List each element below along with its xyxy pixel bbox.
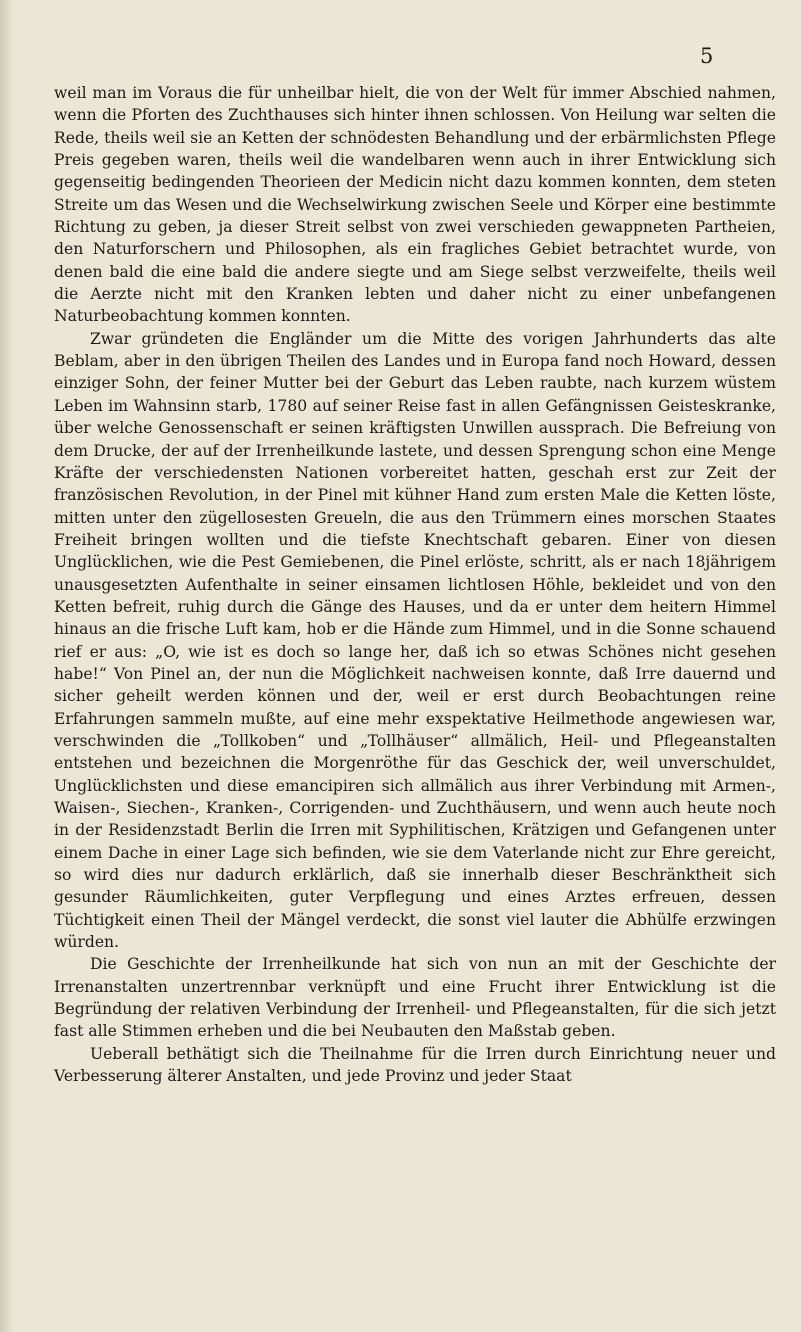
paragraph-2: Zwar gründeten die Engländer um die Mitte des vorigen Jahrhunderts das alte Beblam, aber in den übrigen Theilen des Landes und in Europa fand noch Howard, dessen einziger Sohn, der feiner Mutter bei der Geburt das Leben raubte, nach kurzem wüstem Leben im Wahnsinn starb, 1780 auf seiner Reise fast in allen Gefängnissen Geisteskranke, über welche Genossenschaft er seinen kräftigsten Unwillen aussprach. Die Befreiung von dem Drucke, der auf der Irrenheilkunde lastete, und dessen Sprengung schon eine Menge Kräfte der verschiedensten Nationen vorbereitet hatten, geschah erst zur Zeit der französischen Revolution, in der Pinel mit kühner Hand zum ersten Male die Ketten löste, mitten unter den zügellosesten Greueln, die aus den Trümmern eines morschen Staates Freiheit bringen wollten und die tiefste Knechtschaft gebaren. Einer von diesen Unglücklichen, wie die Pest Gemiebenen, die Pinel erlöste, schritt, als er nach 18jährigem unausgesetzten Aufenthalte in seiner einsamen lichtlosen Höhle, bekleidet und von den Ketten befreit, ruhig durch die Gänge des Hauses, und da er unter dem heitern Himmel hinaus an die frische Luft kam, hob er die Hände zum Himmel, und in die Sonne schauend rief er aus: „O, wie ist es doch so lange her, daß ich so etwas Schönes nicht gesehen habe!“ Von Pinel an, der nun die Möglichkeit nachweisen konnte, daß Irre dauernd und sicher geheilt werden können und der, weil er erst durch Beobachtungen reine Erfahrungen sammeln mußte, auf eine mehr exspektative Heilmethode angewiesen war, verschwinden die „Tollkoben“ und „Tollhäuser“ allmälich, Heil- und Pflegeanstalten entstehen und bezeichnen die Morgenröthe für das Geschick der, weil unverschuldet, Unglücklichsten und diese emancipiren sich allmälich aus ihrer Verbindung mit Armen-, Waisen-, Siechen-, Kranken-, Corrigenden- und Zuchthäusern, und wenn auch heute noch in der Residenzstadt Berlin die Irren mit Syphilitischen, Krätzigen und Gefangenen unter einem Dache in einer Lage sich befinden, wie sie dem Vaterlande nicht zur Ehre gereicht, so wird dies nur dadurch erklärlich, daß sie innerhalb dieser Beschränktheit sich gesunder Räumlichkeiten, guter Verpflegung und eines Arztes erfreuen, dessen Tüchtigkeit einen Theil der Mängel verdeckt, die sonst viel lauter die Abhülfe erzwingen würden. (54, 329, 776, 952)
paragraph-4: Ueberall bethätigt sich die Theilnahme für die Irren durch Einrichtung neuer und Verbesserung älterer Anstalten, und jede Provinz und jeder Staat (54, 1044, 776, 1086)
body-text (54, 82, 776, 1087)
page-gutter (0, 0, 14, 1332)
paragraph-1: weil man im Voraus die für unheilbar hielt, die von der Welt für immer Abschied nahmen, wenn die Pforten des Zuchthauses sich hinter ihnen schlossen. Von Heilung war selten die Rede, theils weil sie an Ketten der schnödesten Behandlung und der erbärmlichsten Pflege Preis gegeben waren, theils weil die wandelbaren wenn auch in ihrer Entwicklung sich gegenseitig bedingenden Theorieen der Medicin nicht dazu kommen konnten, dem steten Streite um das Wesen und die Wechselwirkung zwischen Seele und Körper eine bestimmte Richtung zu geben, ja dieser Streit selbst von zwei verschieden gewappneten Partheien, den Naturforschern und Philosophen, als ein fragliches Gebiet betrachtet wurde, von denen bald die eine bald die andere siegte und am Siege selbst verzweifelte, theils weil die Aerzte nicht mit den Kranken lebten und daher nicht zu einer unbefangenen Naturbeobachtung kommen konnten. (54, 84, 776, 326)
paragraph-3: Die Geschichte der Irrenheilkunde hat sich von nun an mit der Geschichte der Irrenanstalten unzertrennbar verknüpft und eine Frucht ihrer Entwicklung ist die Begründung der relativen Verbindung der Irrenheil- und Pflegeanstalten, für die sich jetzt fast alle Stimmen erheben und die bei Neubauten den Maßstab geben. (54, 955, 776, 1041)
page-number: 5 (700, 44, 714, 68)
